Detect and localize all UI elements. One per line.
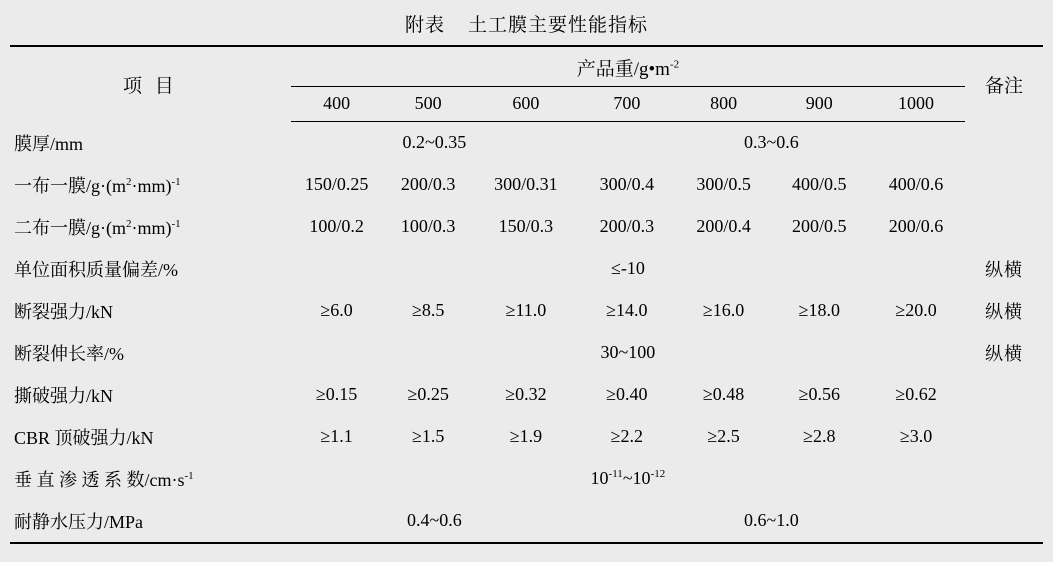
- table-bottom-rule: [10, 543, 1043, 544]
- header-col-500: 500: [382, 87, 474, 122]
- header-item-label: 项 目: [10, 46, 291, 122]
- row-label-hydrostatic-pressure-resistance: 耐静水压力/MPa: [14, 511, 144, 532]
- row-7-value-1: ≥1.5: [411, 426, 445, 446]
- row-7-value-6: ≥3.0: [899, 426, 933, 446]
- row-5-value-0: 30~100: [600, 342, 656, 362]
- header-col-600: 600: [474, 87, 578, 122]
- row-label-one-cloth-one-film: 一布一膜$/g\cdot(m^2\cdot mm)^{-1}$: [14, 175, 181, 196]
- row-4-value-3: ≥14.0: [606, 300, 648, 320]
- row-6-value-4: ≥0.48: [702, 384, 745, 404]
- row-label-film-thickness: 膜厚/mm: [14, 133, 84, 154]
- row-1-value-0: 150/0.25: [304, 174, 369, 194]
- row-label-breaking-strength: 断裂强力/kN: [14, 301, 113, 322]
- row-9-value-1: 0.6~1.0: [744, 510, 799, 530]
- header-group-sup: -2: [669, 58, 680, 71]
- table-row: [10, 164, 1043, 206]
- row-label-elongation-at-break: 断裂伸长率/%: [14, 343, 124, 364]
- row-2-value-3: 200/0.3: [599, 216, 655, 236]
- table-row: [10, 332, 1043, 374]
- row-7-note: [965, 416, 1043, 458]
- row-8-value-0: $10^{-11}\sim 10^{-12}$: [590, 468, 666, 488]
- table-row: [10, 122, 1043, 164]
- table-row: [10, 500, 1043, 543]
- row-0-value-1: 0.3~0.6: [744, 132, 799, 153]
- row-label-cbr-puncture-strength: CBR 顶破强力/kN: [14, 427, 154, 448]
- row-label-unit-area-mass-deviation: 单位面积质量偏差/%: [14, 259, 178, 280]
- row-8-note: [965, 458, 1043, 500]
- row-1-value-3: 300/0.4: [599, 174, 655, 194]
- row-4-value-5: ≥18.0: [798, 300, 840, 320]
- row-0-value-0: 0.2~0.35: [402, 132, 467, 153]
- row-2-value-1: 100/0.3: [400, 216, 456, 236]
- properties-table: [10, 45, 1043, 544]
- table-row: [10, 290, 1043, 332]
- row-7-value-0: ≥1.1: [320, 426, 353, 446]
- row-9-value-0: 0.4~0.6: [407, 510, 462, 530]
- row-0-note: [965, 122, 1043, 164]
- header-group-unit: m: [655, 59, 670, 80]
- table-caption: 附表 土工膜主要性能指标: [404, 15, 648, 36]
- header-col-1000: 1000: [867, 87, 965, 122]
- row-4-value-4: ≥16.0: [702, 300, 745, 320]
- row-4-note: 纵横: [984, 301, 1023, 322]
- row-6-note: [965, 374, 1043, 416]
- header-col-800: 800: [676, 87, 772, 122]
- row-1-value-1: 200/0.3: [400, 174, 456, 194]
- row-2-value-5: 200/0.5: [792, 216, 847, 236]
- row-6-value-6: ≥0.62: [895, 384, 937, 404]
- row-4-value-6: ≥20.0: [895, 300, 937, 320]
- row-4-value-1: ≥8.5: [411, 300, 445, 320]
- table-row: [10, 374, 1043, 416]
- header-group-label: [291, 46, 965, 87]
- row-4-value-2: ≥11.0: [505, 300, 547, 320]
- header-col-900: 900: [771, 87, 867, 122]
- row-label-vertical-permeability-coefficient: 垂 直 渗 透 系 数$/cm\cdot s^{-1}$: [14, 469, 194, 490]
- row-7-value-2: ≥1.9: [509, 426, 543, 446]
- row-7-value-4: ≥2.5: [707, 426, 740, 446]
- row-label-tear-strength: 撕破强力/kN: [14, 385, 113, 406]
- row-5-note: 纵横: [984, 343, 1023, 364]
- row-6-value-1: ≥0.25: [407, 384, 449, 404]
- row-1-value-5: 400/0.5: [792, 174, 847, 194]
- row-1-note: [965, 164, 1043, 206]
- header-note-label: 备注: [965, 46, 1043, 122]
- row-2-value-0: 100/0.2: [309, 216, 364, 236]
- header-col-700: 700: [578, 87, 676, 122]
- row-6-value-3: ≥0.40: [606, 384, 648, 404]
- row-6-value-5: ≥0.56: [798, 384, 840, 404]
- header-group-prefix: 产品重/g: [576, 59, 649, 80]
- table-header-row-1: [10, 46, 1043, 87]
- table-row: [10, 206, 1043, 248]
- row-2-note: [965, 206, 1043, 248]
- table-row: [10, 248, 1043, 290]
- row-7-value-5: ≥2.8: [803, 426, 836, 446]
- row-label-two-cloth-one-film: 二布一膜$/g\cdot(m^2\cdot mm)^{-1}$: [14, 217, 181, 238]
- row-1-value-4: 300/0.5: [696, 174, 751, 194]
- row-6-value-2: ≥0.32: [505, 384, 547, 404]
- row-4-value-0: ≥6.0: [320, 300, 353, 320]
- row-2-value-2: 150/0.3: [498, 216, 554, 236]
- row-7-value-3: ≥2.2: [610, 426, 644, 446]
- row-3-value-0: ≤-10: [610, 258, 645, 278]
- row-1-value-2: 300/0.31: [494, 174, 558, 194]
- row-1-value-6: 400/0.6: [888, 174, 944, 194]
- header-group-dot: •: [648, 59, 656, 80]
- row-9-note: [965, 500, 1043, 543]
- table-row: [10, 458, 1043, 500]
- row-3-note: 纵横: [984, 259, 1023, 280]
- table-row: [10, 416, 1043, 458]
- header-col-400: 400: [291, 87, 383, 122]
- row-6-value-0: ≥0.15: [315, 384, 358, 404]
- row-2-value-6: 200/0.6: [888, 216, 944, 236]
- row-2-value-4: 200/0.4: [696, 216, 751, 236]
